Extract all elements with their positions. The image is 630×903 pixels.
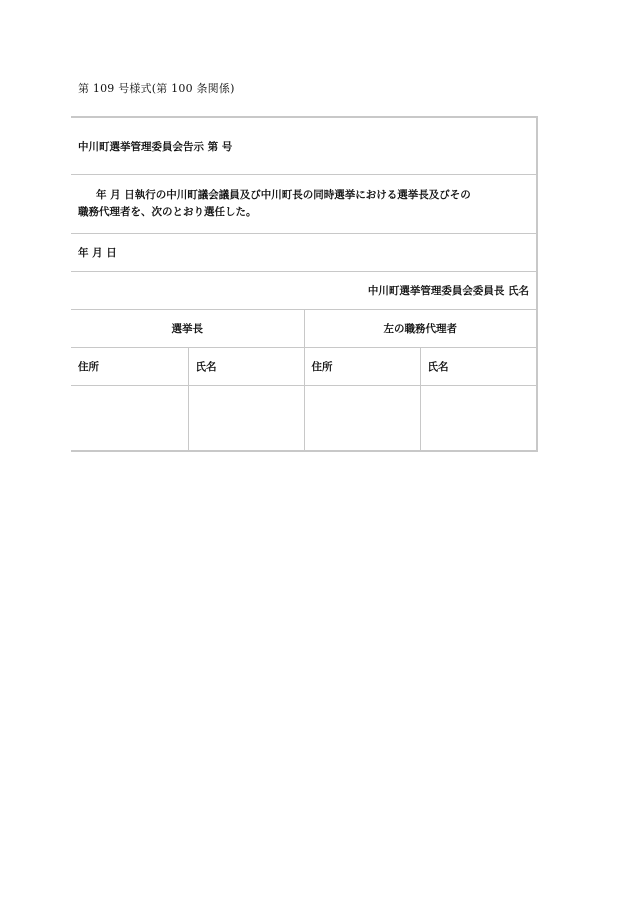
header-deputy: 左の職務代理者 (304, 310, 537, 348)
header-chief-address: 住所 (71, 348, 188, 386)
notice-body-cell (71, 175, 537, 234)
entry-row (71, 386, 537, 452)
notice-body-row (71, 175, 537, 234)
notice-body-line-1: 年 月 日執行の中川町議会議員及び中川町長の同時選挙における選挙長及びその (96, 189, 471, 201)
notice-signer-row (71, 272, 537, 310)
header-deputy-name: 氏名 (420, 348, 537, 386)
sub-header-row (71, 348, 537, 386)
header-deputy-address: 住所 (304, 348, 420, 386)
notice-number-text: 中川町選挙管理委員会告示 第 号 (71, 117, 537, 175)
notice-date-text: 年 月 日 (71, 234, 537, 272)
header-election-chief: 選挙長 (71, 310, 304, 348)
notice-body-line-2: 職務代理者を、次のとおり選任した。 (78, 206, 257, 218)
form-title: 第 109 号様式(第 100 条関係) (78, 82, 235, 95)
group-header-row (71, 310, 537, 348)
appointment-notice-table (71, 116, 538, 452)
header-chief-name: 氏名 (188, 348, 304, 386)
notice-signer-text: 中川町選挙管理委員会委員長 氏名 (71, 272, 537, 310)
deputy-address-cell[interactable] (304, 386, 420, 452)
notice-number-row (71, 117, 537, 175)
notice-date-row (71, 234, 537, 272)
chief-address-cell[interactable] (71, 386, 188, 452)
chief-name-cell[interactable] (188, 386, 304, 452)
deputy-name-cell[interactable] (420, 386, 537, 452)
